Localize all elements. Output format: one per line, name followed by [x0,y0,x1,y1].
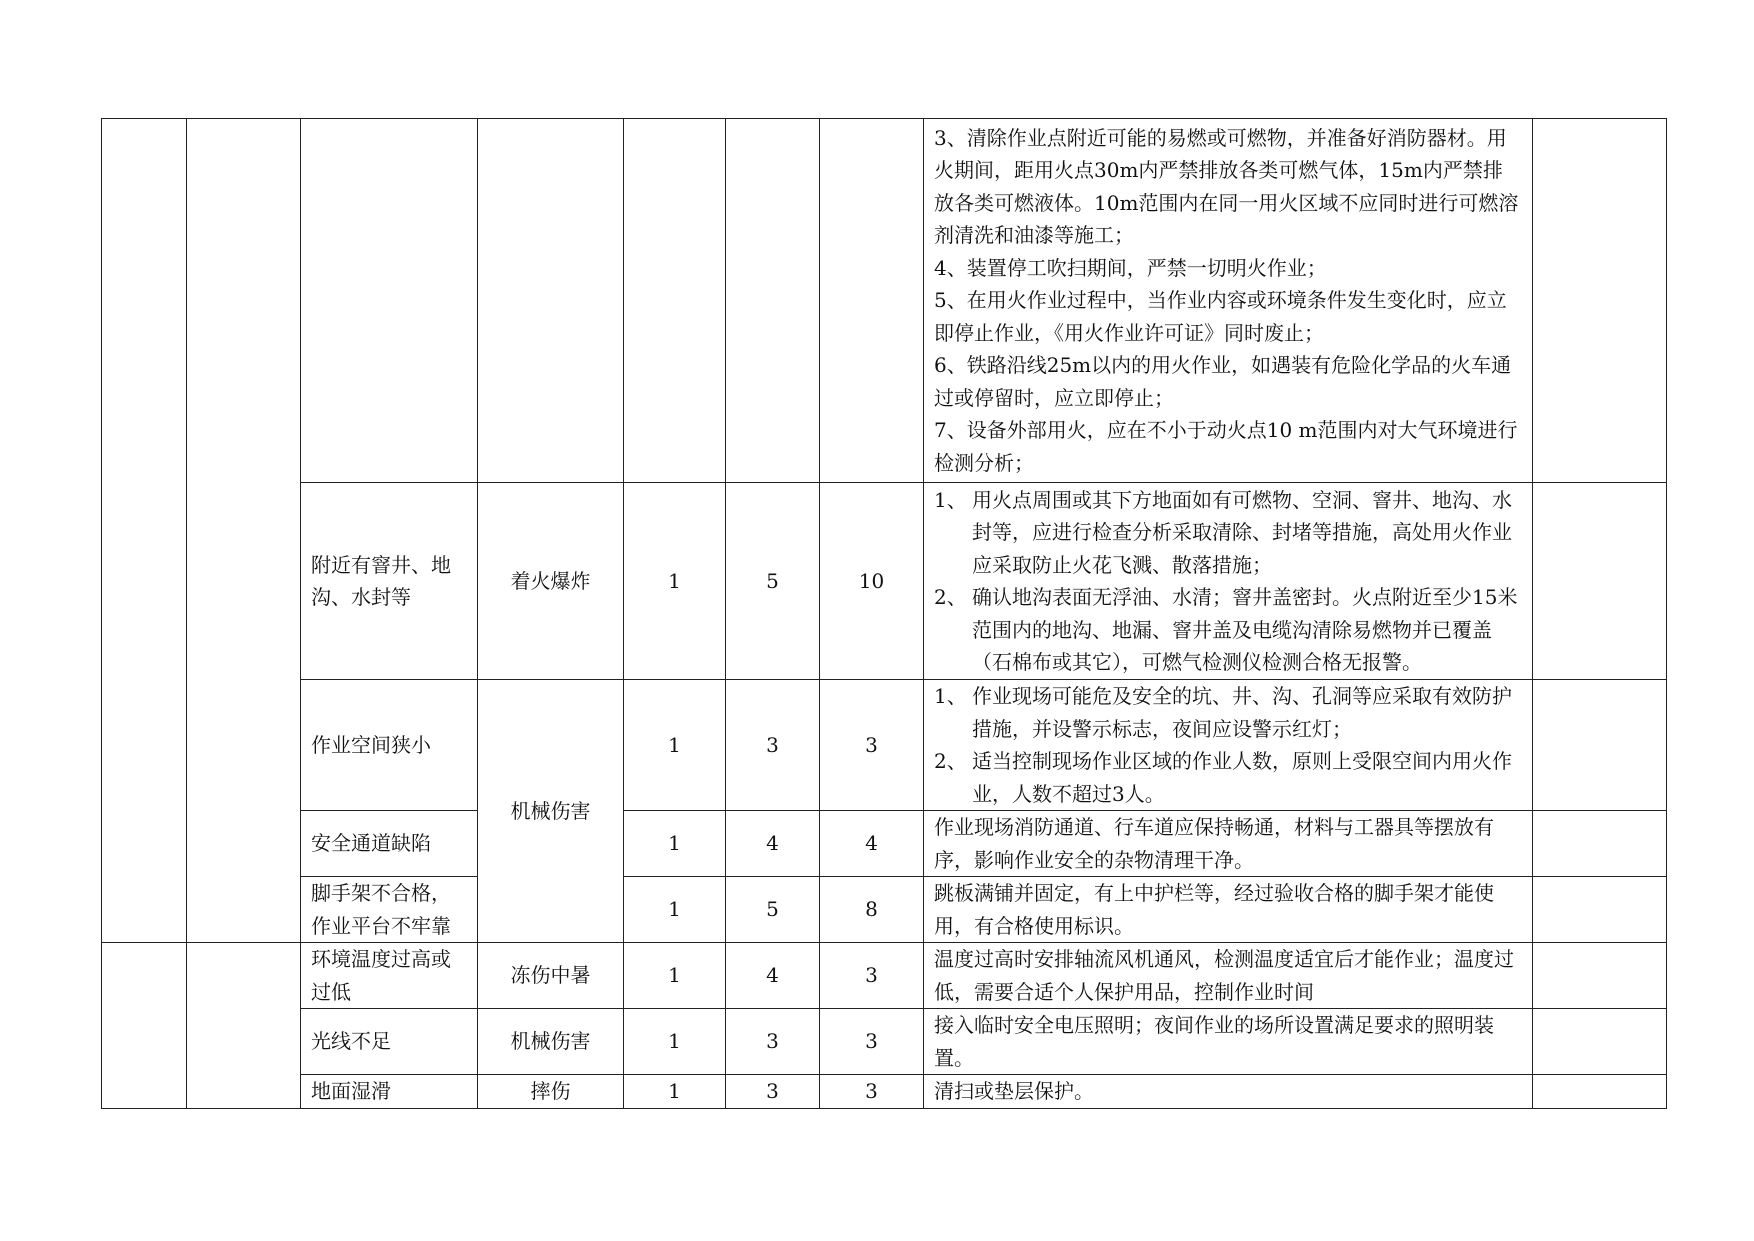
measure-item: 4、装置停工吹扫期间，严禁一切明火作业； [934,255,1327,280]
measure-item: 6、铁路沿线25m以内的用火作业，如遇装有危险化学品的火车通过或停留时，应立即停止； [934,353,1512,410]
measure-number: 2、 [934,585,967,609]
consequence-cell: 机械伤害 [478,680,624,943]
measure-number: 1、 [934,487,967,512]
severity-cell: 3 [726,1009,820,1075]
consequence-cell: 机械伤害 [478,1009,624,1075]
hazard-cell: 作业空间狭小 [301,680,478,811]
likelihood-cell: 1 [624,680,726,811]
measure-item: 7、设备外部用火，应在不小于动火点10 m范围内对大气环境进行检测分析； [934,418,1518,475]
measure-text: 用火点周围或其下方地面如有可燃物、空洞、窨井、地沟、水封等，应进行检查分析采取清除、封堵等措施，高处用火作业应采取防止火花飞溅、散落措施； [972,487,1512,577]
severity-cell [726,119,820,483]
table-row [102,119,1667,483]
consequence-cell: 摔伤 [478,1075,624,1109]
remark-cell [1533,119,1667,483]
remark-cell [1533,680,1667,811]
risk-cell: 3 [820,680,924,811]
consequence-cell [478,119,624,483]
hazard-cell [301,119,478,483]
table-row [102,877,1667,943]
severity-cell: 4 [726,943,820,1009]
hazard-cell: 安全通道缺陷 [301,811,478,877]
measures-list [934,484,1522,679]
measure-item [934,680,1522,745]
risk-cell: 10 [820,483,924,680]
risk-cell: 8 [820,877,924,943]
remark-cell [1533,1009,1667,1075]
measures-cell: 接入临时安全电压照明；夜间作业的场所设置满足要求的照明装置。 [924,1009,1533,1075]
table-row [102,680,1667,811]
risk-cell [820,119,924,483]
measure-item: 3、清除作业点附近可能的易燃或可燃物，并准备好消防器材。用火期间，距用火点30m内严禁排放各类可燃气体，15m内严禁排放各类可燃液体。10m范围内在同一用火区域不应同时进行可燃溶剂清洗和油漆等施工； [934,125,1519,248]
measure-item [934,484,1522,582]
measures-cell [924,680,1533,811]
hazard-cell: 地面湿滑 [301,1075,478,1109]
measure-item [934,581,1522,679]
table-row [102,1075,1667,1109]
risk-cell: 3 [820,1075,924,1109]
remark-cell [1533,811,1667,877]
severity-cell: 5 [726,877,820,943]
remark-cell [1533,1075,1667,1109]
measure-text: 确认地沟表面无浮油、水清；窨井盖密封。火点附近至少15米范围内的地沟、地漏、窨井盖及电缆沟清除易燃物并已覆盖（石棉布或其它），可燃气检测仪检测合格无报警。 [972,585,1518,674]
likelihood-cell: 1 [624,811,726,877]
empty-cell [187,119,301,943]
measures-cell [924,119,1533,483]
measures-cell [924,483,1533,680]
risk-cell: 3 [820,943,924,1009]
empty-cell [102,943,187,1109]
consequence-cell: 着火爆炸 [478,483,624,680]
likelihood-cell: 1 [624,877,726,943]
measure-item: 5、在用火作业过程中，当作业内容或环境条件发生变化时，应立即停止作业，《用火作业许可证》同时废止； [934,288,1507,345]
hazard-cell: 光线不足 [301,1009,478,1075]
likelihood-cell: 1 [624,943,726,1009]
table-row [102,811,1667,877]
severity-cell: 3 [726,680,820,811]
hazard-cell: 环境温度过高或过低 [301,943,478,1009]
measures-cell: 跳板满铺并固定，有上中护栏等，经过验收合格的脚手架才能使用，有合格使用标识。 [924,877,1533,943]
likelihood-cell: 1 [624,1009,726,1075]
measure-item [934,745,1522,810]
consequence-cell: 冻伤中暑 [478,943,624,1009]
measures-list [934,680,1522,810]
risk-cell: 3 [820,1009,924,1075]
measure-text: 适当控制现场作业区域的作业人数，原则上受限空间内用火作业，人数不超过3人。 [972,749,1512,806]
risk-assessment-table [101,118,1667,1109]
table-row [102,1009,1667,1075]
risk-cell: 4 [820,811,924,877]
likelihood-cell: 1 [624,483,726,680]
remark-cell [1533,483,1667,680]
hazard-cell: 附近有窨井、地沟、水封等 [301,483,478,680]
hazard-cell: 脚手架不合格，作业平台不牢靠 [301,877,478,943]
measures-cell: 作业现场消防通道、行车道应保持畅通，材料与工器具等摆放有序，影响作业安全的杂物清理干净。 [924,811,1533,877]
likelihood-cell [624,119,726,483]
remark-cell [1533,877,1667,943]
likelihood-cell: 1 [624,1075,726,1109]
measures-cell: 清扫或垫层保护。 [924,1075,1533,1109]
measure-number: 1、 [934,684,967,708]
measure-number: 2、 [934,749,967,773]
measures-cell: 温度过高时安排轴流风机通风，检测温度适宜后才能作业；温度过低，需要合适个人保护用品，控制作业时间 [924,943,1533,1009]
table-row [102,483,1667,680]
table-row [102,943,1667,1009]
remark-cell [1533,943,1667,1009]
severity-cell: 3 [726,1075,820,1109]
severity-cell: 5 [726,483,820,680]
empty-cell [102,119,187,943]
measure-text: 作业现场可能危及安全的坑、井、沟、孔洞等应采取有效防护措施，并设警示标志，夜间应设警示红灯； [972,684,1512,741]
severity-cell: 4 [726,811,820,877]
empty-cell [187,943,301,1109]
